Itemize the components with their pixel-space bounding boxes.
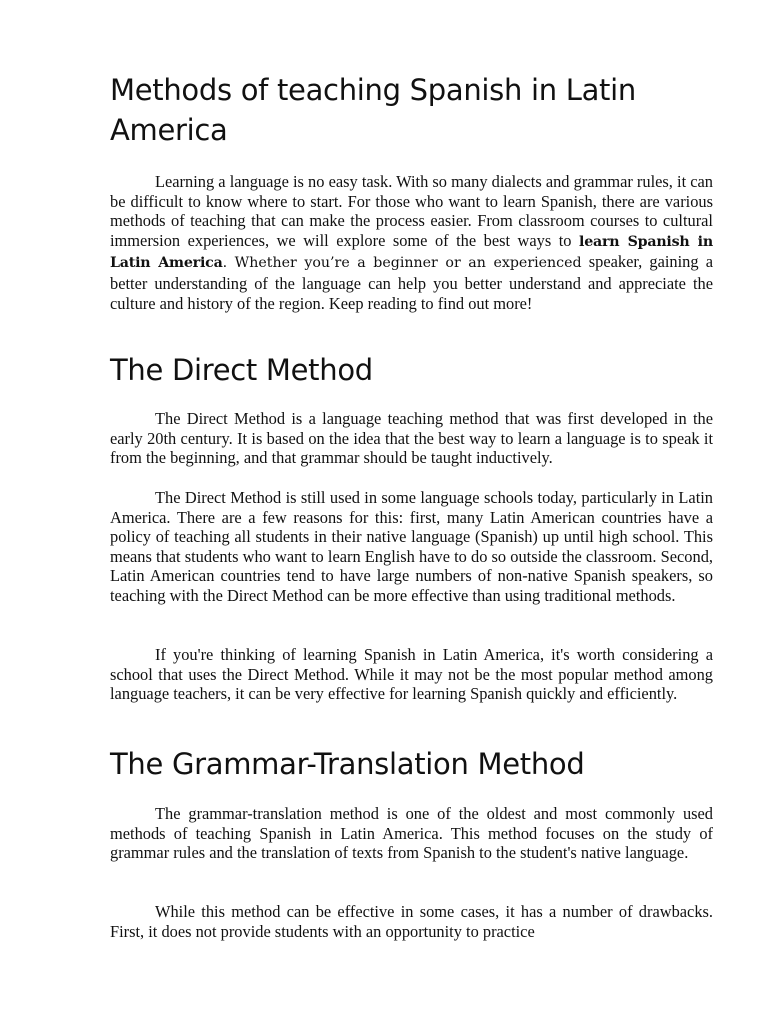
intro-bold-phrase: learn Spanish in Latin America (110, 233, 713, 272)
direct-method-paragraph-3: If you're thinking of learning Spanish in Latin America, it's worth considering a school that uses the Direct Method. While it may not be the most popular method among language teachers, it can be very effective for learning Spanish quickly and efficiently. (110, 645, 713, 704)
intro-text-middle: . Whether you’re a beginner or an experienced (222, 255, 582, 272)
document-title: Methods of teaching Spanish in Latin America (110, 73, 636, 147)
direct-method-paragraph-2: The Direct Method is still used in some language schools today, particularly in Latin America. There are a few reasons for this: first, many Latin American countries have a policy of teaching all students in their native language (Spanish) up until high school. This means that students who want to learn English have to do so outside the classroom. Second, Latin American countries tend to have large numbers of non-native Spanish speakers, so teaching with the Direct Method can be more effective than using traditional methods. (110, 488, 713, 605)
grammar-translation-paragraph-2: While this method can be effective in some cases, it has a number of drawbacks. First, it does not provide students with an opportunity to practice (110, 902, 713, 941)
direct-method-paragraph-1: The Direct Method is a language teaching method that was first developed in the early 20th century. It is based on the idea that the best way to learn a language is to speak it from the beginning, and that grammar should be taught inductively. (110, 409, 713, 468)
intro-text-after: speaker, gaining a better understanding of the language can help you better understand and appreciate the culture and history of the region. Keep reading to find out more! (110, 252, 713, 313)
intro-paragraph (110, 172, 713, 313)
section-heading-direct-method: The Direct Method (110, 353, 373, 387)
grammar-translation-paragraph-1: The grammar-translation method is one of the oldest and most commonly used methods of teaching Spanish in Latin America. This method focuses on the study of grammar rules and the translation of texts from Spanish to the student's native language. (110, 804, 713, 863)
section-heading-grammar-translation: The Grammar-Translation Method (110, 747, 585, 781)
intro-text-before: Learning a language is no easy task. With so many dialects and grammar rules, it can be difficult to know where to start. For those who want to learn Spanish, there are various methods of teaching that can make the process easier. From classroom courses to cultural immersion experiences, we will explore some of the best ways to (110, 172, 713, 250)
